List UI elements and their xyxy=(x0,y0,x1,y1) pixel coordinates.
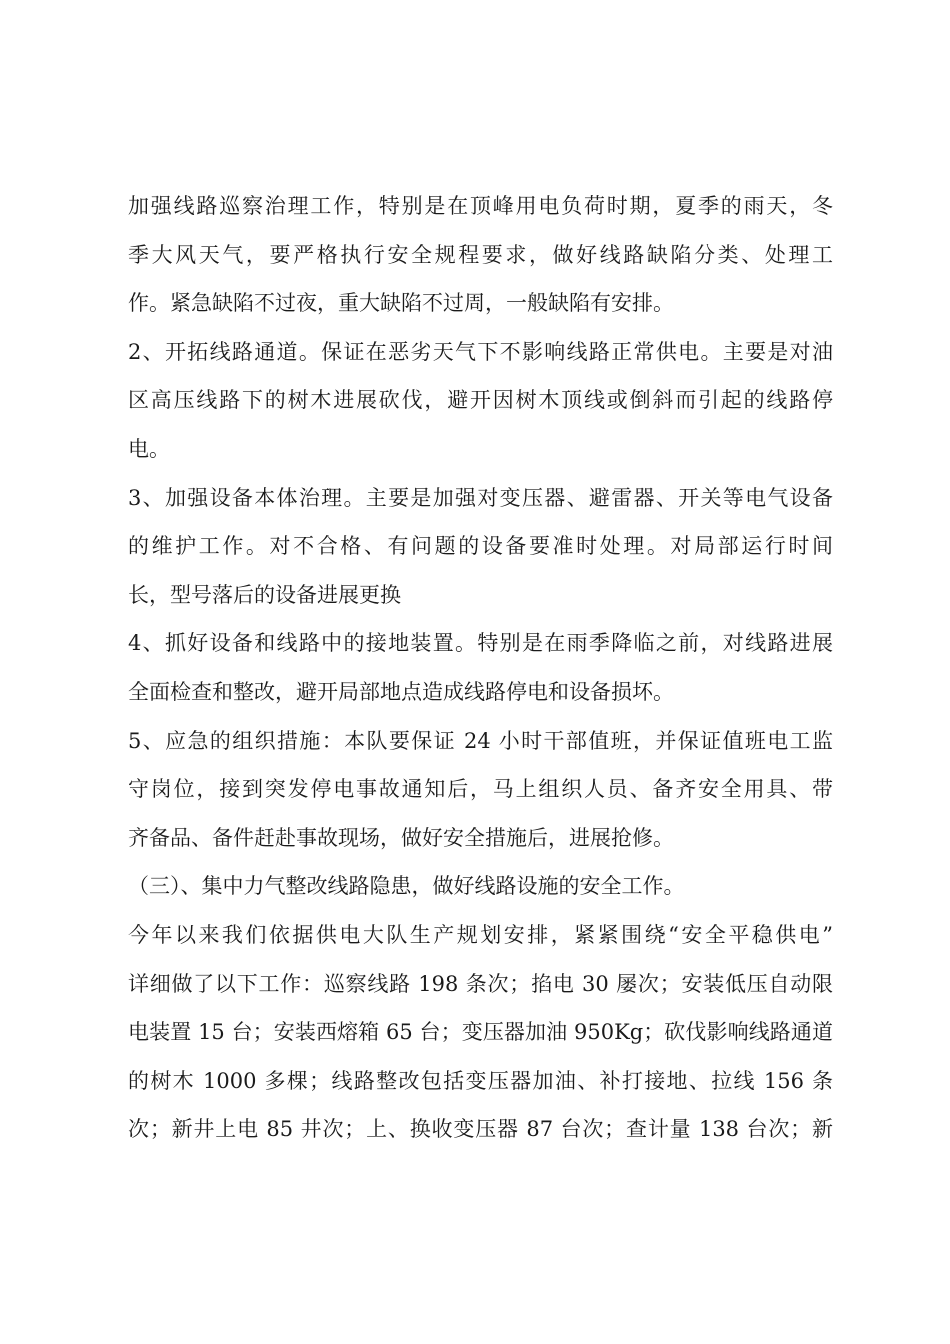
text-line: 长，型号落后的设备进展更换 xyxy=(128,582,401,607)
text-line: 区高压线路下的树木进展砍伐，避开因树木顶线或倒斜而引起的线路停 xyxy=(128,388,833,413)
text-line: 齐备品、备件赶赴事故现场，做好安全措施后，进展抢修。 xyxy=(128,825,674,850)
text-line: （三）、集中力气整改线路隐患，做好线路设施的安全工作。 xyxy=(128,874,685,899)
text-line: 今年以来我们依据供电大队生产规划安排，紧紧围绕“安全平稳供电” xyxy=(128,922,833,947)
text-line: 作。紧急缺陷不过夜，重大缺陷不过周，一般缺陷有安排。 xyxy=(128,291,674,316)
text-line: 5、应急的组织措施：本队要保证 24 小时干部值班，并保证值班电工监 xyxy=(128,728,833,753)
text-line: 2、开拓线路通道。保证在恶劣天气下不影响线路正常供电。主要是对油 xyxy=(128,339,833,364)
text-line: 4、抓好设备和线路中的接地装置。特别是在雨季降临之前，对线路进展 xyxy=(128,631,833,656)
text-line: 详细做了以下工作：巡察线路 198 条次；掐电 30 屡次；安装低压自动限 xyxy=(128,971,833,996)
text-line: 季大风天气，要严格执行安全规程要求，做好线路缺陷分类、处理工 xyxy=(128,242,833,267)
text-line: 电装置 15 台；安装西熔箱 65 台；变压器加油 950Kg；砍伐影响线路通道 xyxy=(128,1020,833,1045)
text-line: 的维护工作。对不合格、有问题的设备要准时处理。对局部运行时间 xyxy=(128,534,833,559)
text-line: 守岗位，接到突发停电事故通知后，马上组织人员、备齐安全用具、带 xyxy=(128,777,833,802)
text-line: 的树木 1000 多棵；线路整改包括变压器加油、补打接地、拉线 156 条 xyxy=(128,1068,833,1093)
text-line: 电。 xyxy=(128,436,170,461)
text-line: 次；新井上电 85 井次；上、换收变压器 87 台次；查计量 138 台次；新 xyxy=(128,1117,833,1142)
document-body xyxy=(128,182,833,1154)
text-line: 全面检查和整改，避开局部地点造成线路停电和设备损坏。 xyxy=(128,679,674,704)
text-line: 加强线路巡察治理工作，特别是在顶峰用电负荷时期，夏季的雨天，冬 xyxy=(128,194,833,218)
text-line: 3、加强设备本体治理。主要是加强对变压器、避雷器、开关等电气设备 xyxy=(128,485,833,510)
